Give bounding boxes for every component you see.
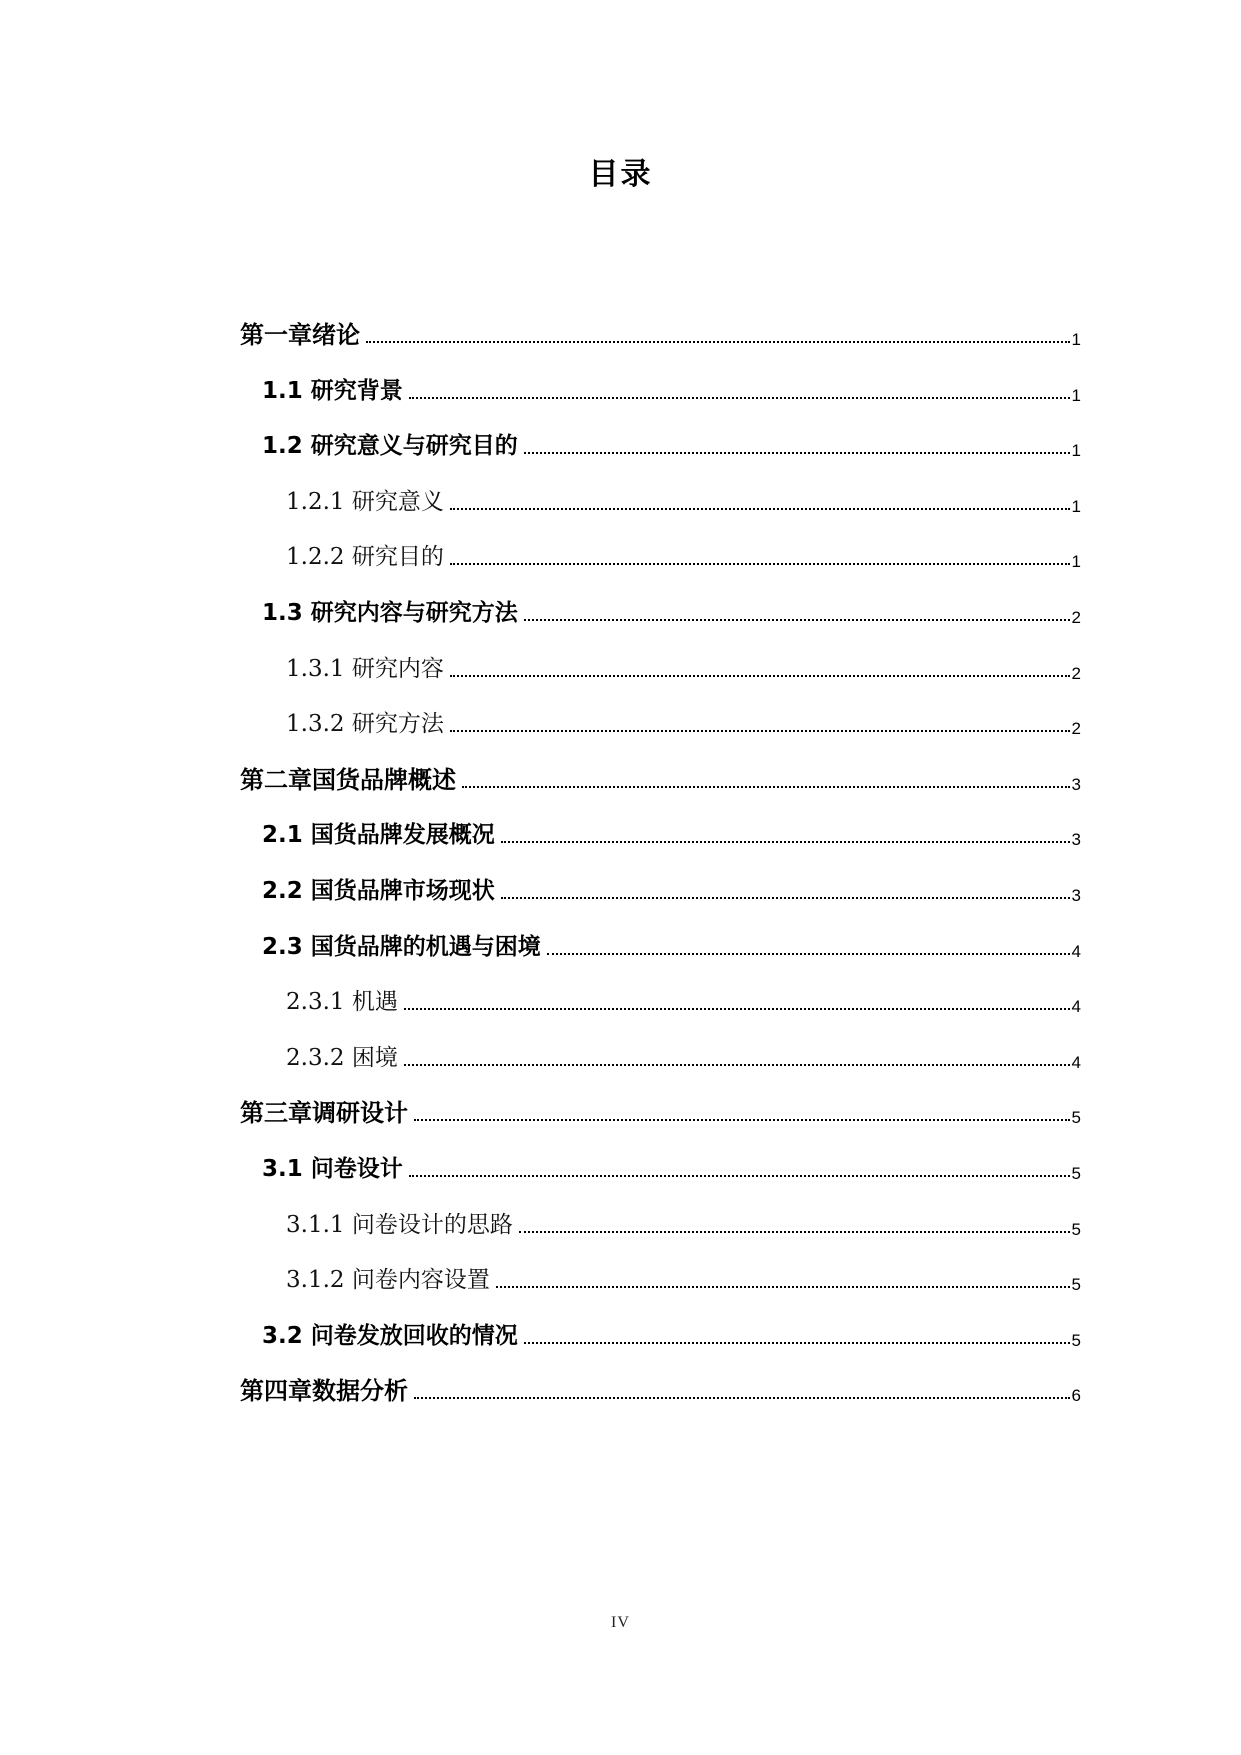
toc-entry-page-number: 6 [1071,1386,1081,1405]
toc-entry-label: 2.3.1 机遇 [286,989,398,1015]
toc-entry-page-number: 1 [1071,330,1081,349]
toc-entry[interactable] [286,479,1081,519]
toc-entry-page-number: 5 [1071,1164,1081,1183]
toc-entry-page-number: 4 [1071,942,1081,961]
toc-entry[interactable] [262,924,1081,964]
toc-entry-label: 2.1 国货品牌发展概况 [262,822,495,848]
toc-entry[interactable] [262,590,1081,630]
toc-entry-label: 2.2 国货品牌市场现状 [262,878,495,904]
toc-entry[interactable] [240,312,1081,352]
toc-entry[interactable] [286,1202,1081,1242]
toc-dot-leader [501,841,1070,843]
toc-dot-leader [450,675,1070,677]
toc-title: 目录 [588,157,653,192]
toc-entry-label: 3.1 问卷设计 [262,1156,403,1182]
toc-entry-page-number: 3 [1071,830,1081,849]
toc-entry[interactable] [240,1368,1081,1408]
toc-dot-leader [450,563,1070,565]
toc-entry[interactable] [262,368,1081,408]
toc-entry[interactable] [286,646,1081,686]
toc-entry-label: 1.3 研究内容与研究方法 [262,600,518,626]
toc-dot-leader [404,1064,1070,1066]
toc-entry-label: 3.2 问卷发放回收的情况 [262,1323,518,1349]
toc-dot-leader [501,897,1070,899]
toc-entry-label: 第三章调研设计 [240,1099,408,1127]
toc-entry-label: 1.3.1 研究内容 [286,656,444,682]
toc-entry-page-number: 3 [1071,886,1081,905]
toc-dot-leader [450,508,1070,510]
toc-entry-label: 第四章数据分析 [240,1377,408,1405]
toc-entry-page-number: 2 [1071,608,1081,627]
toc-entry-label: 1.2.1 研究意义 [286,489,444,515]
toc-entry-label: 1.2.2 研究目的 [286,544,444,570]
toc-entry[interactable] [286,701,1081,741]
toc-dot-leader [547,953,1070,955]
toc-dot-leader [462,786,1070,788]
toc-entry[interactable] [286,1035,1081,1075]
toc-entry-page-number: 1 [1071,386,1081,405]
toc-entry[interactable] [262,1313,1081,1353]
toc-entry[interactable] [262,812,1081,852]
toc-entry-page-number: 2 [1071,664,1081,683]
toc-dot-leader [496,1286,1070,1288]
toc-entry-label: 1.2 研究意义与研究目的 [262,433,518,459]
toc-entry[interactable] [286,1257,1081,1297]
toc-entry-page-number: 3 [1071,775,1081,794]
toc-entry-page-number: 1 [1071,552,1081,571]
toc-entry[interactable] [286,534,1081,574]
toc-dot-leader [450,730,1070,732]
toc-entry[interactable] [262,1146,1081,1186]
toc-entry-page-number: 5 [1071,1108,1081,1127]
toc-entry-page-number: 1 [1071,497,1081,516]
toc-entry-label: 3.1.2 问卷内容设置 [286,1267,490,1293]
toc-entry-page-number: 1 [1071,441,1081,460]
toc-dot-leader [404,1008,1070,1010]
toc-dot-leader [524,452,1070,454]
toc-entry[interactable] [262,868,1081,908]
toc-dot-leader [524,619,1070,621]
toc-entry-page-number: 5 [1071,1331,1081,1350]
toc-dot-leader [409,1175,1070,1177]
toc-entry-label: 1.3.2 研究方法 [286,711,444,737]
toc-dot-leader [414,1397,1070,1399]
toc-entry-label: 3.1.1 问卷设计的思路 [286,1212,513,1238]
toc-entry-label: 2.3 国货品牌的机遇与困境 [262,934,541,960]
toc-entry[interactable] [262,423,1081,463]
toc-entry[interactable] [240,757,1081,797]
toc-entry-page-number: 2 [1071,719,1081,738]
toc-entry[interactable] [286,979,1081,1019]
toc-dot-leader [414,1119,1070,1121]
toc-entry-label: 1.1 研究背景 [262,378,403,404]
toc-dot-leader [366,341,1070,343]
toc-dot-leader [519,1231,1070,1233]
page-number: IV [611,1614,630,1631]
toc-entry-label: 第一章绪论 [240,321,360,349]
toc-entry-page-number: 5 [1071,1275,1081,1294]
toc-entry-page-number: 5 [1071,1220,1081,1239]
toc-dot-leader [409,397,1070,399]
toc-entry-page-number: 4 [1071,997,1081,1016]
toc-entry[interactable] [240,1090,1081,1130]
toc-dot-leader [524,1342,1070,1344]
toc-entry-label: 第二章国货品牌概述 [240,766,456,794]
toc-entry-page-number: 4 [1071,1053,1081,1072]
toc-entry-label: 2.3.2 困境 [286,1045,398,1071]
